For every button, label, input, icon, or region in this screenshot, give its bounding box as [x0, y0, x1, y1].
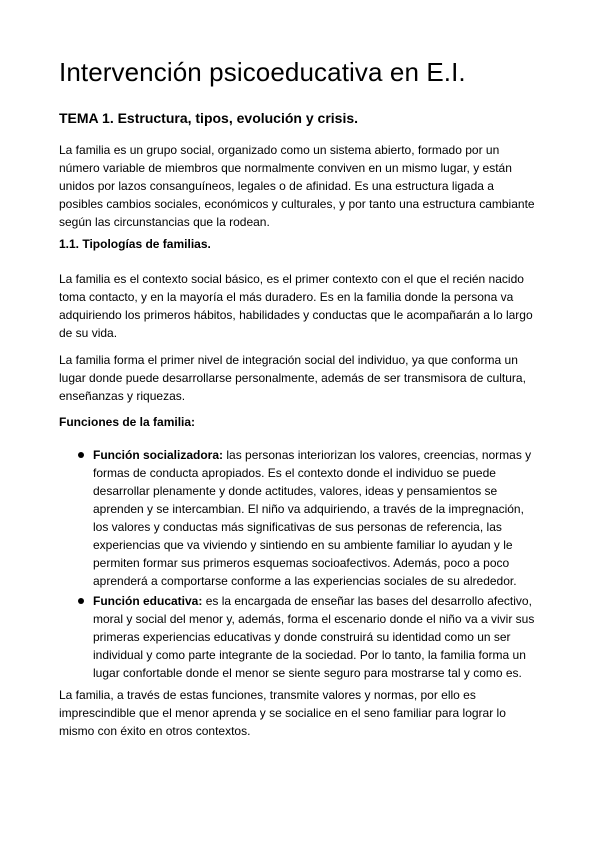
- paragraph-line: de su vida.: [59, 326, 118, 340]
- list-item-line: individual y como parte integrante de la sociedad. Por lo tanto, la familia forma un: [93, 648, 526, 662]
- function-text: es la encargada de enseñar las bases del desarrollo afectivo,: [202, 594, 532, 608]
- list-item-line: primeras experiencias educativas y donde construirá su identidad como un ser: [93, 630, 511, 644]
- bullet-icon: [78, 598, 84, 604]
- list-item-first-line: [93, 592, 553, 610]
- paragraph-line: enseñanzas y riquezas.: [59, 389, 186, 403]
- paragraph-line: adquiriendo los primeros hábitos, habilidades y conductas que le acompañarán a lo largo: [59, 308, 533, 322]
- list-item-line: experiencias que va viviendo y sintiendo en su ambiente familiar lo ayudan y le: [93, 538, 513, 552]
- paragraph-line: La familia es un grupo social, organizado como un sistema abierto, formado por un: [59, 143, 500, 157]
- paragraph-line: posibles cambios sociales, económicos y culturales, y por tanto una estructura cambiante: [59, 197, 535, 211]
- list-item-first-line: [93, 446, 553, 464]
- functions-heading: Funciones de la familia:: [59, 415, 196, 429]
- paragraph-line: número variable de miembros que normalmente conviven en un mismo lugar, y están: [59, 161, 512, 175]
- list-item-line: lugar confortable donde el menor se siente seguro para mostrarse tal y como es.: [93, 666, 522, 680]
- paragraph-line: toma contacto, y en la mayoría el más duradero. Es en la familia donde la persona va: [59, 290, 514, 304]
- paragraph-line: La familia es el contexto social básico, es el primer contexto con el que el recién nacido: [59, 272, 524, 286]
- closing-paragraph: [59, 686, 549, 740]
- function-text: las personas interiorizan los valores, creencias, normas y: [223, 448, 532, 462]
- paragraph-line: La familia forma el primer nivel de integración social del individuo, ya que conforma un: [59, 353, 518, 367]
- paragraph-line: según las circunstancias que la rodean.: [59, 215, 270, 229]
- list-item-line: aprenden y se intercambian. El niño va adquiriendo, a través de la impregnación,: [93, 502, 524, 516]
- paragraph-line: lugar donde puede desarrollarse personalmente, además de ser transmisora de cultura,: [59, 371, 526, 385]
- integration-paragraph: [59, 351, 549, 405]
- bullet-icon: [78, 452, 84, 458]
- list-item-line: formas de conducta apropiados. Es el contexto donde el individuo se puede: [93, 466, 496, 480]
- function-label: Función educativa:: [93, 594, 203, 608]
- function-item-socializadora: [93, 446, 553, 590]
- list-item-line: permiten formar sus primeros esquemas socioafectivos. Además, poco a poco: [93, 556, 510, 570]
- list-item-line: los valores y conductas más significativas de sus personas de referencia, las: [93, 520, 502, 534]
- list-item-line: desarrollar plenamente y donde actitudes, valores, ideas y pensamientos se: [93, 484, 498, 498]
- list-item-line: aprenderá a comportarse conforme a las experiencias sociales de su alrededor.: [93, 574, 517, 588]
- context-paragraph: [59, 270, 549, 342]
- document-title: Intervención psicoeducativa en E.I.: [59, 57, 466, 87]
- paragraph-line: La familia, a través de estas funciones, transmite valores y normas, por ello es: [59, 688, 476, 702]
- function-item-educativa: [93, 592, 553, 682]
- intro-paragraph: [59, 141, 549, 231]
- tema-heading: TEMA 1. Estructura, tipos, evolución y crisis.: [59, 110, 359, 126]
- paragraph-line: imprescindible que el menor aprenda y se socialice en el seno familiar para lograr lo: [59, 706, 506, 720]
- section-heading: 1.1. Tipologías de familias.: [59, 237, 211, 251]
- function-label: Función socializadora:: [93, 448, 224, 462]
- paragraph-line: mismo con éxito en otros contextos.: [59, 724, 251, 738]
- paragraph-line: unidos por lazos consanguíneos, legales o de afinidad. Es una estructura ligada a: [59, 179, 494, 193]
- list-item-line: moral y social del menor y, además, forma el escenario donde el niño va a vivir sus: [93, 612, 535, 626]
